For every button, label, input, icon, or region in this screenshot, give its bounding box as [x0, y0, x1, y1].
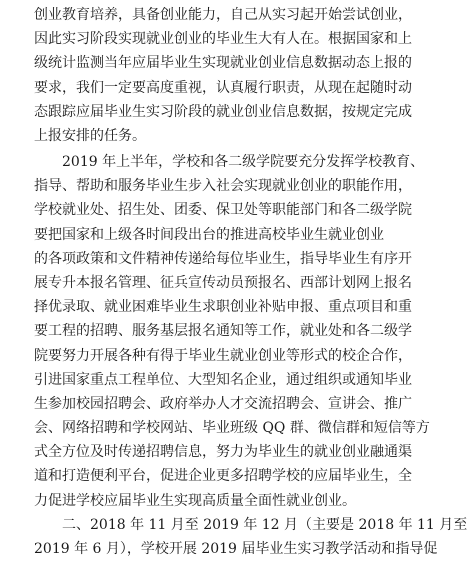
text-line: 级统计监测当年应届毕业生实现就业创业信息数据动态上报的 — [34, 55, 412, 72]
paragraph-2 — [34, 150, 430, 513]
text-line: 生参加校园招聘会、政府举办人才交流招聘会、宣讲会、推广 — [34, 395, 412, 412]
text-line: 要工程的招聘、服务基层报名通知等工作，就业处和各二级学 — [34, 323, 412, 340]
text-line: 创业教育培养，具备创业能力，自己从实习起开始尝试创业， — [34, 7, 412, 23]
text-line: 要把国家和上级各时间段出台的推进高校毕业生就业创业 — [34, 226, 384, 243]
text-line: 力促进学校应届毕业生实现高质量全面性就业创业。 — [34, 492, 356, 509]
text-line: 引进国家重点工程单位、大型知名企业，通过组织或通知毕业 — [34, 371, 412, 388]
text-line: 2019 年 6 月），学校开展 2019 届毕业生实习教学活动和指导促 — [34, 541, 438, 558]
text-line: 择优录取、就业困难毕业生求职创业补贴申报、重点项目和重 — [34, 299, 412, 316]
text-line: 2019 年上半年，学校和各二级学院要充分发挥学校教育、 — [62, 154, 425, 170]
paragraph-3 — [34, 513, 467, 561]
text-line: 道和打造便利平台，促进企业更多招聘学校的应届毕业生，全 — [34, 468, 412, 485]
text-line: 二、2018 年 11 月至 2019 年 12 月（主要是 2018 年 11 月至 — [62, 517, 467, 533]
text-line: 的各项政策和文件精神传递给每位毕业生，指导毕业生有序开 — [34, 250, 412, 267]
text-line: 式全方位及时传递招聘信息，努力为毕业生的就业创业融通渠 — [34, 444, 412, 461]
text-line: 指导、帮助和服务毕业生步入社会实现就业创业的职能作用， — [34, 178, 412, 195]
text-line: 要求，我们一定要高度重视，认真履行职责，从现在起随时动 — [34, 79, 412, 96]
text-line: 展专升本报名管理、征兵宣传动员预报名、西部计划网上报名 — [34, 274, 412, 291]
text-line: 学校就业处、招生处、团委、保卫处等职能部门和各二级学院 — [34, 202, 412, 219]
text-line: 因此实习阶段实现就业创业的毕业生大有人在。根据国家和上 — [34, 31, 412, 48]
paragraph-1 — [34, 3, 412, 148]
text-line: 会、网络招聘和学校网站、毕业班级 QQ 群、微信群和短信等方 — [34, 420, 430, 437]
text-line: 上报安排的任务。 — [34, 127, 146, 144]
text-line: 院要努力开展各种有得于毕业生就业创业等形式的校企合作， — [34, 347, 412, 364]
text-line: 态跟踪应届毕业生实习阶段的就业创业信息数据，按规定完成 — [34, 103, 412, 120]
